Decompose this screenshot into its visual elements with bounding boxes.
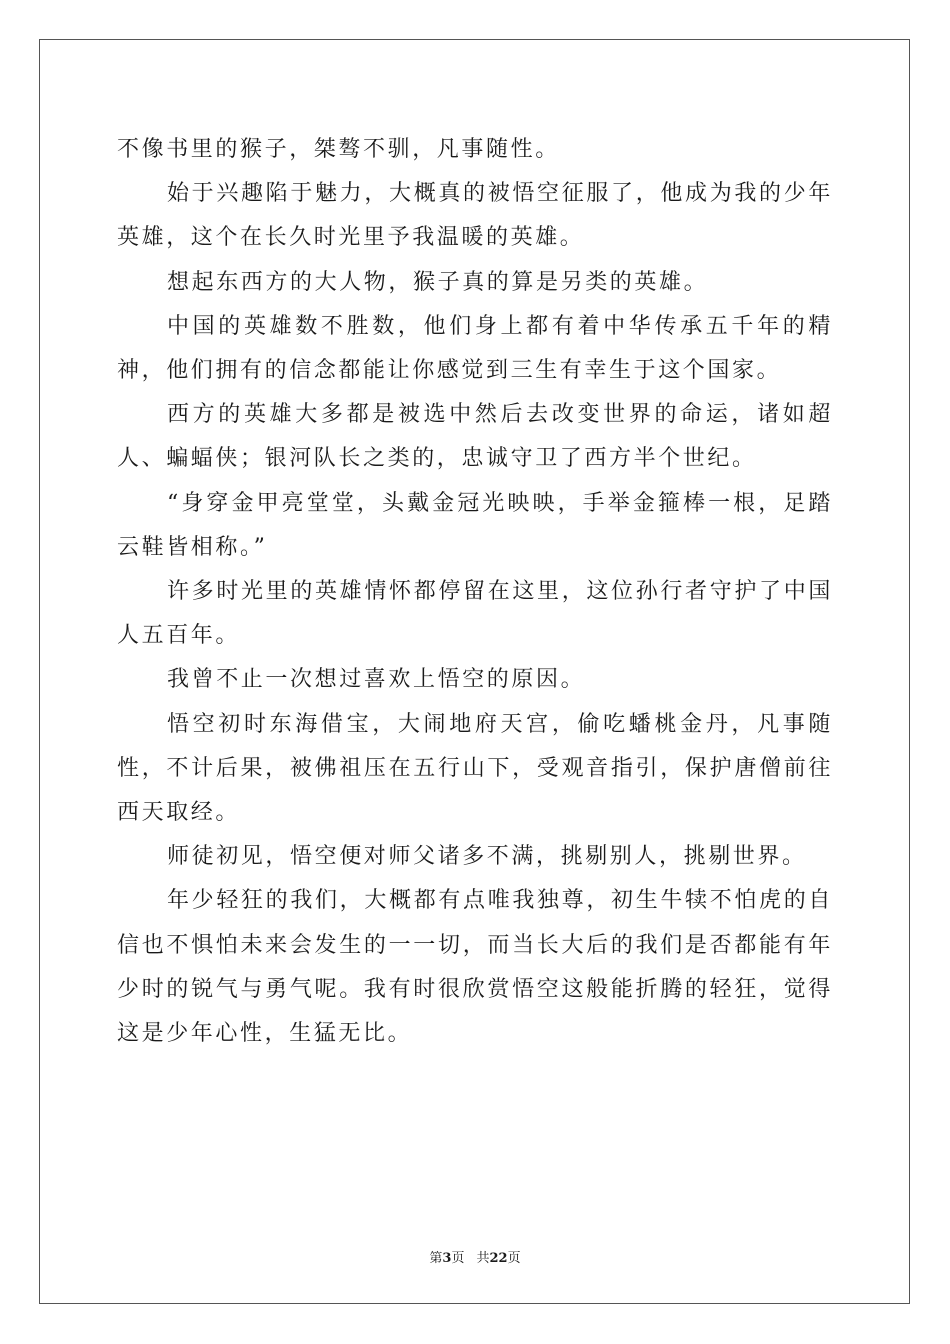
paragraph: 想起东西方的大人物，猴子真的算是另类的英雄。 [167, 269, 709, 295]
total-suffix: 页 [507, 1251, 521, 1266]
paragraph: 年少轻狂的我们，大概都有点唯我独尊，初生牛犊不怕虎的自信也不惧怕未来会发生的一一切，而当长大后的我们是否都能有年少时的锐气与勇气呢。我有时很欣赏悟空这般能折腾的轻狂，觉得这是少年心性，生猛无比。 [117, 888, 833, 1047]
paragraph: 悟空初时东海借宝，大闹地府天宫，偷吃蟠桃金丹，凡事随性，不计后果，被佛祖压在五行山下，受观音指引，保护唐僧前往西天取经。 [117, 711, 833, 826]
paragraph: 我曾不止一次想过喜欢上悟空的原因。 [167, 667, 586, 693]
paragraph: 不像书里的猴子，桀骜不驯，凡事随性。 [117, 137, 560, 162]
page-number: 3 [442, 1251, 452, 1266]
total-pages: 22 [489, 1251, 508, 1266]
page-footer [0, 1247, 950, 1266]
paragraph: 始于兴趣陷于魅力，大概真的被悟空征服了，他成为我的少年英雄，这个在长久时光里予我温暖的英雄。 [117, 181, 833, 251]
page-prefix: 第 [429, 1251, 443, 1266]
paragraph: “身穿金甲亮堂堂，头戴金冠光映映，手举金箍棒一根，足踏云鞋皆相称。” [117, 490, 833, 560]
page-suffix: 页 [451, 1251, 465, 1266]
paragraph: 师徒初见，悟空便对师父诸多不满，挑剔别人，挑剔世界。 [167, 844, 807, 870]
total-prefix: 共 [476, 1251, 490, 1266]
paragraph: 中国的英雄数不胜数，他们身上都有着中华传承五千年的精神，他们拥有的信念都能让你感觉到三生有幸生于这个国家。 [117, 313, 833, 384]
paragraph: 西方的英雄大多都是被选中然后去改变世界的命运，诸如超人、蝙蝠侠；银河队长之类的，忠诚守卫了西方半个世纪。 [117, 402, 833, 472]
paragraph: 许多时光里的英雄情怀都停留在这里，这位孙行者守护了中国人五百年。 [117, 579, 833, 649]
document-body [117, 128, 833, 1056]
